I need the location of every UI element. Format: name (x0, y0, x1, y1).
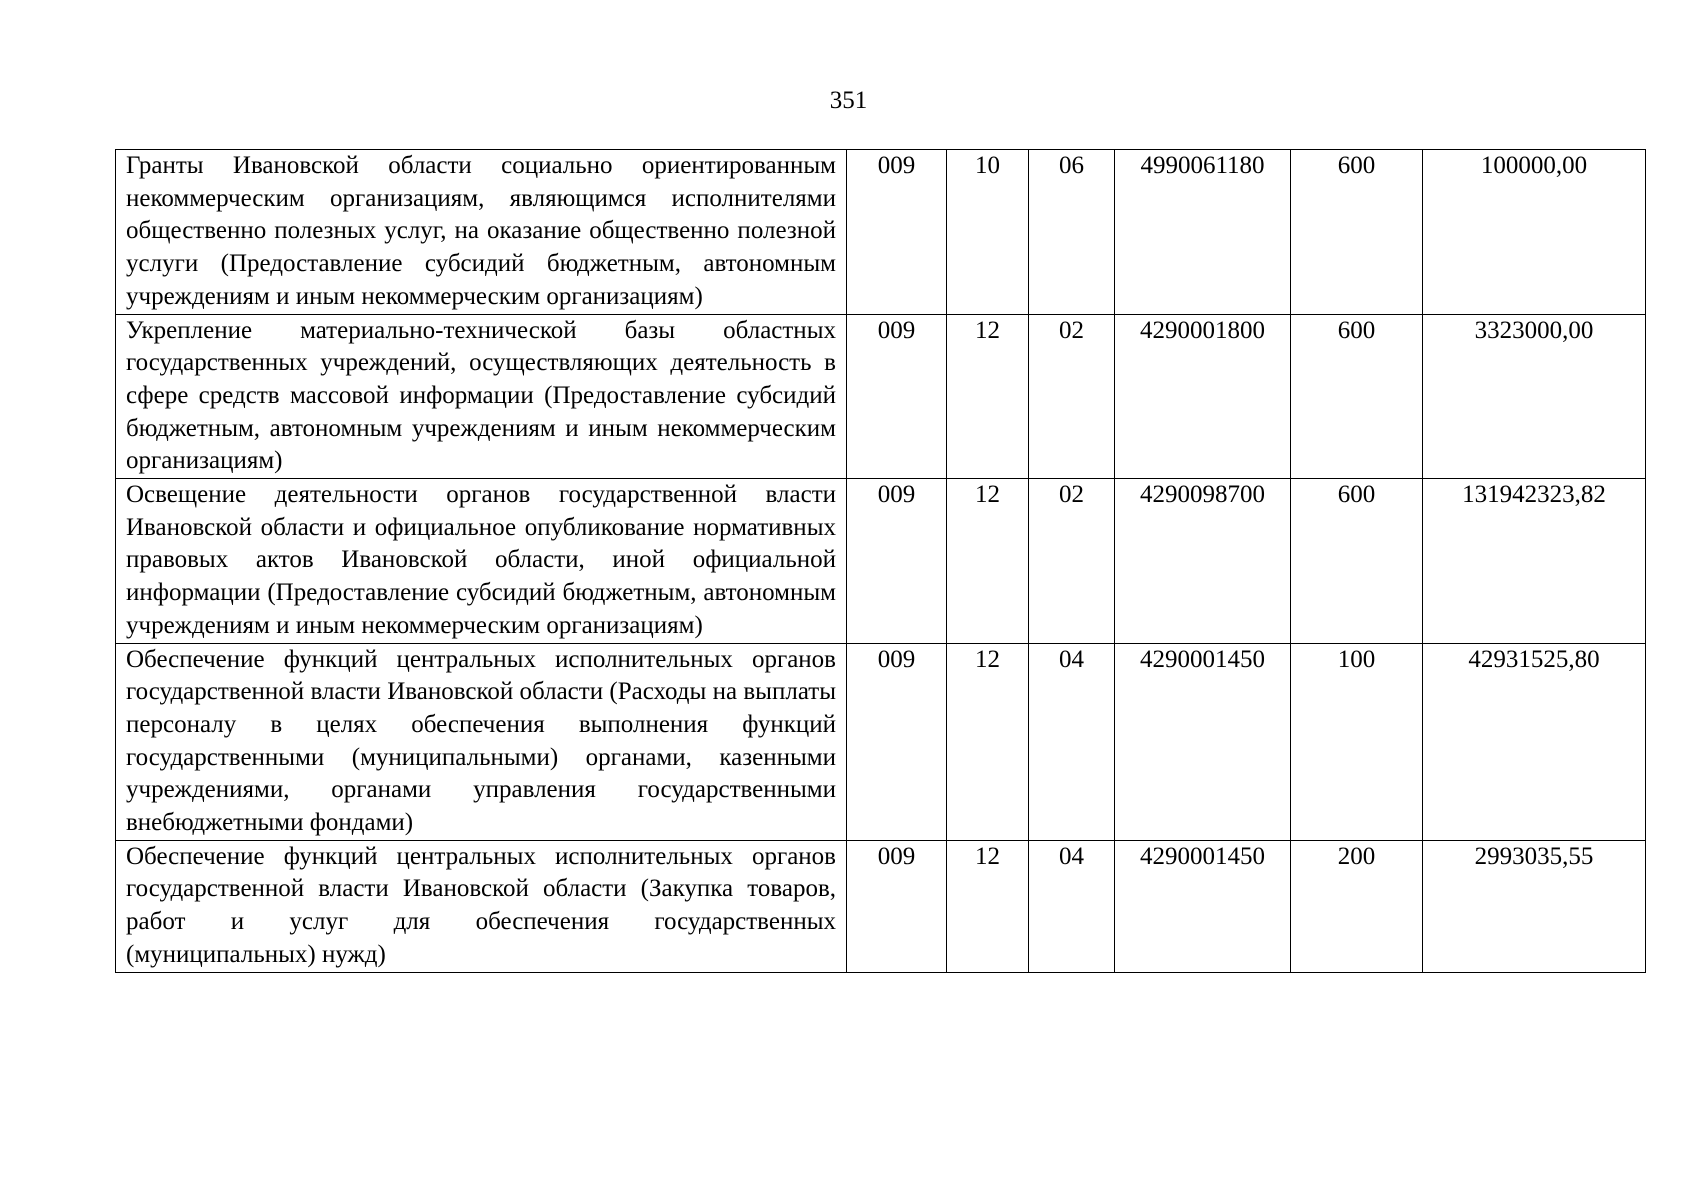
expense-kind-code: 100 (1291, 643, 1423, 840)
subsection-code: 04 (1029, 840, 1115, 972)
target-article-code: 4290098700 (1115, 479, 1291, 644)
amount: 2993035,55 (1423, 840, 1646, 972)
page-number: 351 (829, 87, 868, 114)
table-row (116, 840, 1646, 972)
admin-code: 009 (847, 479, 947, 644)
expense-name: Укрепление материально-технической базы областных государственных учреждений, осуществляющих деятельность в сфере средств массовой информации (Предоставление субсидий бюджетным, автономным учреждениям и иным некоммерческим организациям) (116, 314, 847, 479)
subsection-code: 04 (1029, 643, 1115, 840)
table-row (116, 314, 1646, 479)
target-article-code: 4290001450 (1115, 840, 1291, 972)
table-row (116, 643, 1646, 840)
expense-kind-code: 600 (1291, 314, 1423, 479)
expense-name: Освещение деятельности органов государственной власти Ивановской области и официальное опубликование нормативных правовых актов Ивановской области, иной официальной информации (Предоставление субсидий бюджетным, автономным учреждениям и иным некоммерческим организациям) (116, 479, 847, 644)
expense-kind-code: 600 (1291, 150, 1423, 315)
amount: 42931525,80 (1423, 643, 1646, 840)
expense-kind-code: 200 (1291, 840, 1423, 972)
target-article-code: 4990061180 (1115, 150, 1291, 315)
expense-name: Гранты Ивановской области социально ориентированным некоммерческим организациям, являющимся исполнителями общественно полезных услуг, на оказание общественно полезной услуги (Предоставление субсидий бюджетным, автономным учреждениям и иным некоммерческим организациям) (116, 150, 847, 315)
admin-code: 009 (847, 314, 947, 479)
section-code: 12 (947, 479, 1029, 644)
target-article-code: 4290001800 (1115, 314, 1291, 479)
admin-code: 009 (847, 643, 947, 840)
table-row (116, 479, 1646, 644)
section-code: 12 (947, 314, 1029, 479)
amount: 131942323,82 (1423, 479, 1646, 644)
subsection-code: 02 (1029, 314, 1115, 479)
admin-code: 009 (847, 840, 947, 972)
budget-table (115, 149, 1646, 973)
section-code: 12 (947, 840, 1029, 972)
amount: 3323000,00 (1423, 314, 1646, 479)
subsection-code: 02 (1029, 479, 1115, 644)
section-code: 10 (947, 150, 1029, 315)
section-code: 12 (947, 643, 1029, 840)
amount: 100000,00 (1423, 150, 1646, 315)
expense-name: Обеспечение функций центральных исполнительных органов государственной власти Ивановской области (Закупка товаров, работ и услуг для обеспечения государственных (муниципальных) нужд) (116, 840, 847, 972)
subsection-code: 06 (1029, 150, 1115, 315)
admin-code: 009 (847, 150, 947, 315)
expense-kind-code: 600 (1291, 479, 1423, 644)
target-article-code: 4290001450 (1115, 643, 1291, 840)
table-row (116, 150, 1646, 315)
expense-name: Обеспечение функций центральных исполнительных органов государственной власти Ивановской области (Расходы на выплаты персоналу в целях обеспечения выполнения функций государственными (муниципальными) органами, казенными учреждениями, органами управления государственными внебюджетными фондами) (116, 643, 847, 840)
